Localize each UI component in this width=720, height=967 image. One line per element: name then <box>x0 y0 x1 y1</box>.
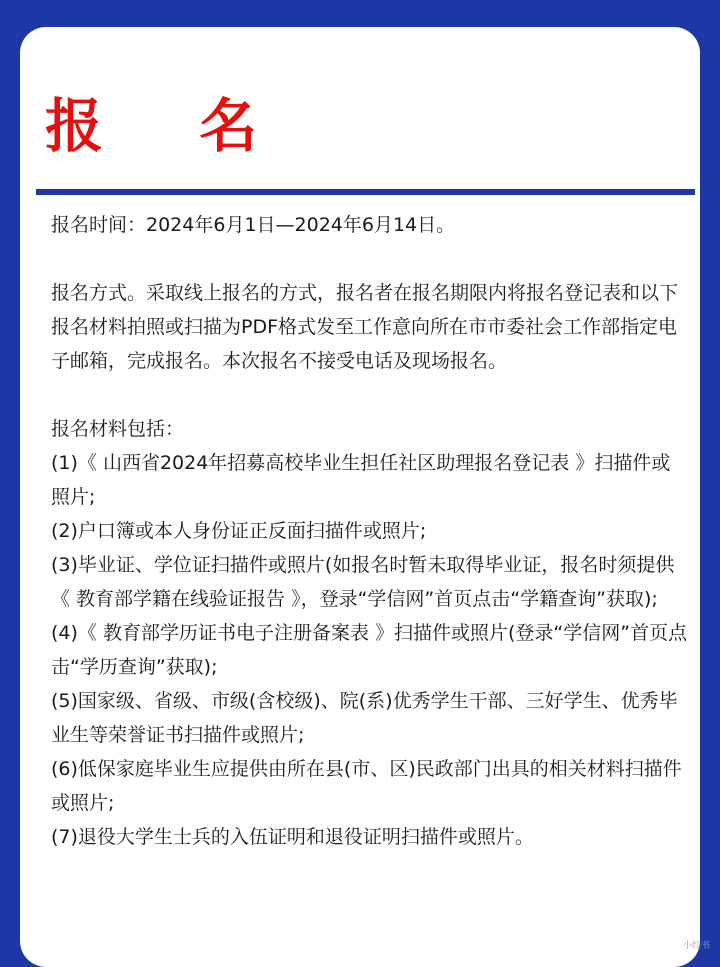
materials-list <box>51 446 689 854</box>
title-divider <box>36 189 695 195</box>
watermark: 小红书 <box>682 941 710 951</box>
page-title: 报 名 <box>45 92 296 160</box>
materials-heading: 报名材料包括： <box>51 418 185 440</box>
list-item: (7)退役大学生士兵的入伍证明和退役证明扫描件或照片。 <box>51 826 534 848</box>
registration-method: 报名方式。采取线上报名的方式，报名者在报名期限内将报名登记表和以下报名材料拍照或扫描为PDF格式发至工作意向所在市市委社会工作部指定电子邮箱，完成报名。本次报名不接受电话及现场报名。 <box>51 282 679 372</box>
list-item: (5)国家级、省级、市级(含校级)、院(系)优秀学生干部、三好学生、优秀毕业生等荣誉证书扫描件或照片; <box>51 690 678 746</box>
list-item: (6)低保家庭毕业生应提供由所在县(市、区)民政部门出具的相关材料扫描件或照片; <box>51 758 682 814</box>
list-item: (4)《 教育部学历证书电子注册备案表 》扫描件或照片(登录“学信网”首页点击“学历查询”获取); <box>51 622 688 678</box>
registration-time: 报名时间：2024年6月1日—2024年6月14日。 <box>51 214 456 236</box>
list-item: (1)《 山西省2024年招募高校毕业生担任社区助理报名登记表 》扫描件或照片; <box>51 452 671 508</box>
document-body <box>51 208 689 854</box>
list-item: (2)户口簿或本人身份证正反面扫描件或照片; <box>51 520 427 542</box>
list-item: (3)毕业证、学位证扫描件或照片(如报名时暂未取得毕业证，报名时须提供《 教育部学籍在线验证报告 》，登录“学信网”首页点击“学籍查询”获取); <box>51 554 675 610</box>
